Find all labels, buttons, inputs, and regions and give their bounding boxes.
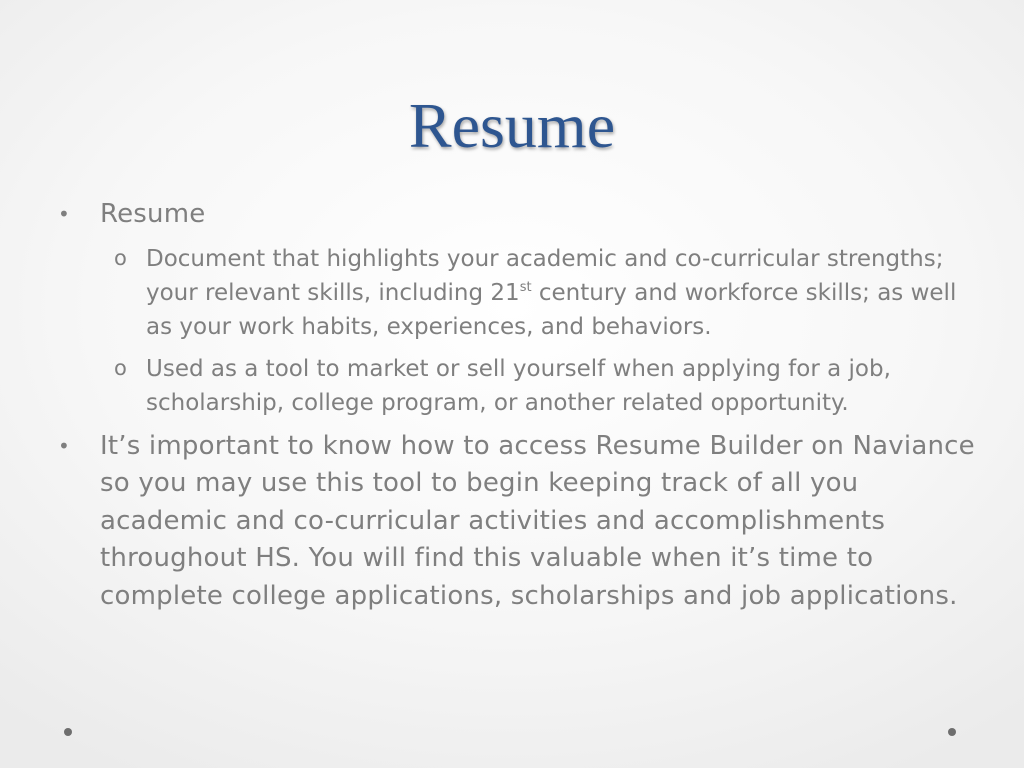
sub-list (100, 242, 976, 420)
sub-bullet-text (146, 246, 956, 340)
bullet-text: It’s important to know how to access Resume Builder on Naviance so you may use this tool to begin keeping track of all you academic and co-curricular activities and accomplishments throughout HS. You will find this valuable when it’s time to complete college applications, scholarships and job applications. (100, 430, 975, 611)
sub-bullet-marker: o (114, 355, 127, 380)
bullet-marker: • (58, 202, 70, 226)
slide-body (56, 196, 976, 615)
bullet-text: Resume (100, 199, 206, 229)
sub-bullet-text-end: century and workforce skills; as well as your work habits, experiences, and behaviors. (146, 279, 957, 340)
bullet-item (56, 428, 976, 616)
sub-bullet-text-start: Document that highlights your academic and co-curricular strengths; your relevant skills, including 21 (146, 245, 944, 306)
bullet-marker: • (58, 433, 70, 458)
superscript: st (519, 279, 532, 295)
sub-bullet-item (100, 352, 976, 420)
sub-bullet-marker: o (114, 245, 127, 270)
sub-bullet-text: Used as a tool to market or sell yourself when applying for a job, scholarship, college program, or another related opportunity. (146, 355, 891, 416)
decorative-dot-icon (948, 728, 956, 736)
sub-bullet-item (100, 242, 976, 344)
slide-title: Resume (408, 90, 616, 161)
decorative-dot-icon (64, 728, 72, 736)
bullet-item (56, 196, 976, 234)
